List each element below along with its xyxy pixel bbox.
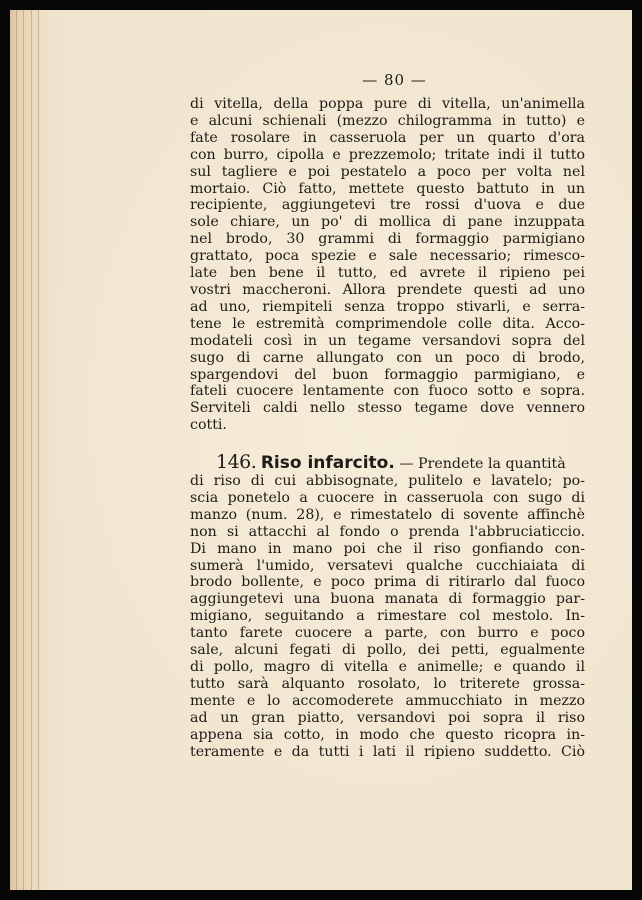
- recipe-title: Riso infarcito.: [260, 453, 395, 474]
- text-line: tene le estremità comprimendole colle dita. Acco-: [190, 315, 585, 332]
- recipe-paragraph: [190, 473, 585, 760]
- text-line: modateli così in un tegame versandovi sopra del: [190, 332, 585, 349]
- gutter-edge-line: [23, 10, 24, 890]
- text-line: grattato, poca spezie e sale necessario; rimesco-: [190, 248, 585, 265]
- page-number: — 80 —: [362, 71, 427, 89]
- gutter-edge-line: [31, 10, 32, 890]
- text-line: di vitella, della poppa pure di vitella, un'animella: [190, 96, 585, 112]
- text-line: late ben bene il tutto, ed avrete il ripieno pei: [190, 265, 585, 282]
- text-line: manzo (num. 28), e rimestatelo di sovente affinchè: [190, 506, 585, 523]
- text-line: brodo bollente, e poco prima di ritirarlo dal fuoco: [190, 574, 585, 591]
- text-line: di pollo, magro di vitella e animelle; e quando il: [190, 659, 585, 675]
- text-line: migiano, seguitando a rimestare col mestolo. In-: [190, 608, 585, 625]
- text-line: fateli cuocere lentamente con fuoco sotto e sopra.: [190, 383, 585, 400]
- text-line: tanto farete cuocere a parte, con burro e poco: [190, 625, 585, 642]
- text-line: ad uno, riempiteli senza troppo stivarli, e serra-: [190, 298, 585, 315]
- text-line: non si attacchi al fondo o prenda l'abbruciaticcio.: [190, 523, 585, 540]
- book-page: [10, 10, 632, 890]
- text-line: sul tagliere e poi pestatelo a poco per volta nel: [190, 163, 585, 180]
- text-line: sumerà l'umido, versatevi qualche cucchiaiata di: [190, 557, 585, 574]
- text-line: mortaio. Ciò fatto, mettete questo battuto in un: [190, 180, 585, 197]
- text-line: Serviteli caldi nello stesso tegame dove vennero: [190, 400, 585, 417]
- text-line: cotti.: [190, 417, 227, 434]
- text-line: spargendovi del buon formaggio parmigiano, e: [190, 366, 585, 383]
- text-line: mente e lo accomoderete ammucchiato in mezzo: [190, 692, 585, 709]
- text-line: tutto sarà alquanto rosolato, lo triterete grossa-: [190, 675, 585, 692]
- text-line: scia ponetelo a cuocere in casseruola con sugo di: [190, 489, 585, 506]
- page-gutter: [10, 10, 44, 890]
- text-line: di riso di cui abbisognate, pulitelo e lavatelo; po-: [190, 473, 585, 490]
- recipe-number: 146.: [216, 451, 257, 474]
- text-line: con burro, cipolla e prezzemolo; tritate indi il tutto: [190, 146, 585, 163]
- gutter-edge-line: [16, 10, 17, 890]
- recipe-heading-line: [190, 451, 585, 474]
- recipe-entry: [190, 451, 585, 760]
- text-line: sugo di carne allungato con un poco di brodo,: [190, 349, 585, 366]
- text-line: nel brodo, 30 grammi di formaggio parmigiano: [190, 231, 585, 248]
- continuation-paragraph: [190, 96, 585, 434]
- text-line: fate rosolare in casseruola per un quarto d'ora: [190, 129, 585, 146]
- text-line: ad un gran piatto, versandovi poi sopra il riso: [190, 709, 585, 726]
- gutter-edge-line: [38, 10, 39, 890]
- text-line: vostri maccheroni. Allora prendete questi ad uno: [190, 281, 585, 298]
- text-line: sale, alcuni fegati di pollo, dei petti, egualmente: [190, 642, 585, 659]
- recipe-intro-text: — Prendete la quantità: [394, 456, 566, 473]
- text-line: appena sia cotto, in modo che questo ricopra in-: [190, 726, 585, 743]
- text-line: sole chiare, un po' di mollica di pane inzuppata: [190, 214, 585, 231]
- text-line: Di mano in mano poi che il riso gonfiando con-: [190, 540, 585, 557]
- text-line: e alcuni schienali (mezzo chilogramma in tutto) e: [190, 112, 585, 129]
- text-line: teramente e da tutti i lati il ripieno suddetto. Ciò: [190, 743, 585, 760]
- text-line: aggiungetevi una buona manata di formaggio par-: [190, 591, 585, 608]
- text-line: recipiente, aggiungetevi tre rossi d'uova e due: [190, 197, 585, 214]
- text-block: [190, 70, 585, 760]
